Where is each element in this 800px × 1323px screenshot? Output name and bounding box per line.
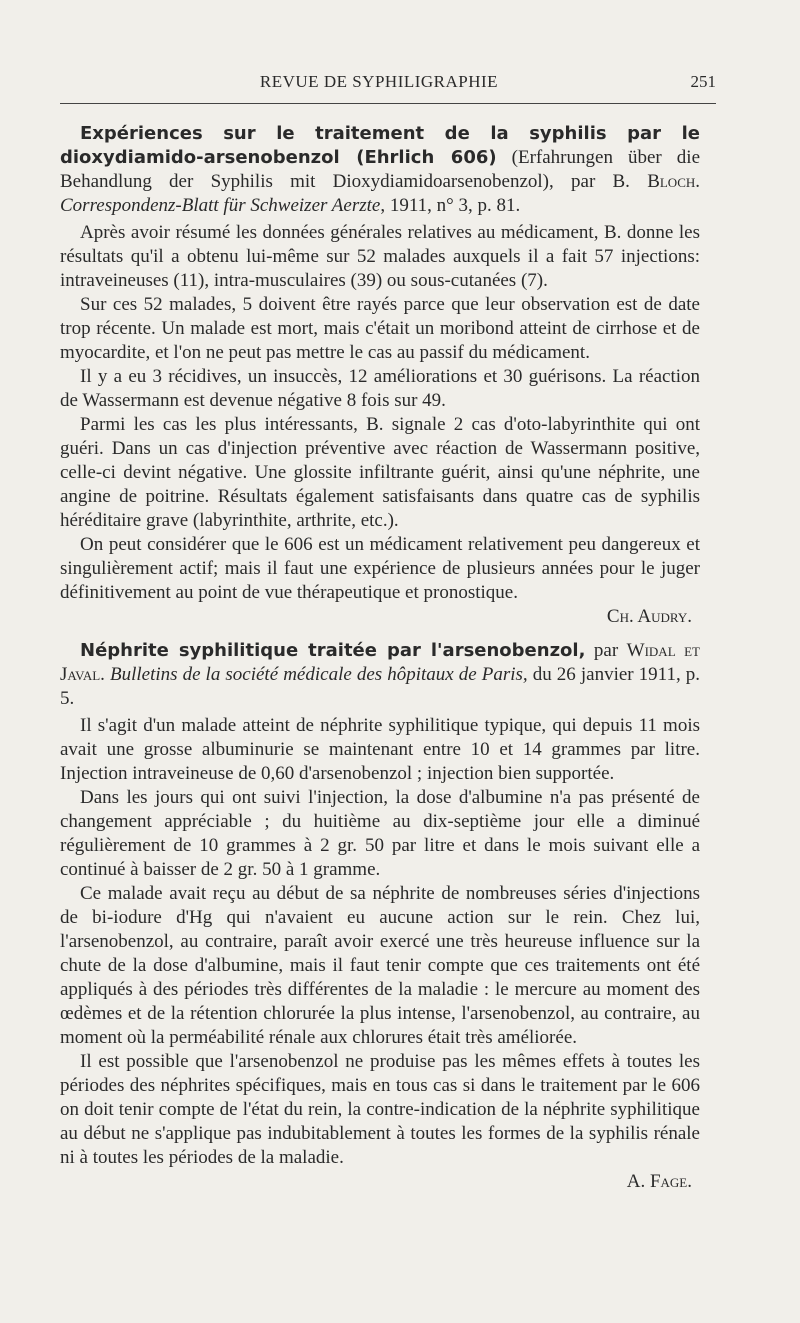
article-2-title-rest: par (585, 640, 627, 661)
article-2-paragraph: Il est possible que l'arsenobenzol ne produise pas les mêmes effets à toutes les périodes des néphrites spécifiques, mais en tous cas si dans le traitement par le 606 on doit tenir compte de l'état du rein, la contre-indication de la néphrite syphilitique au début ne s'applique pas indubitablement à toutes les formes de la syphilis rénale ni à toutes les périodes de la maladie. (60, 1051, 700, 1168)
article-1-signature: Ch. Audry. (606, 606, 692, 627)
article-1-title: Expériences sur le traitement de la syphilis par le dioxydiamido-arsenobenzol (Ehrlich 606) (60, 123, 700, 168)
article-1-paragraph: Il y a eu 3 récidives, un insuccès, 12 améliorations et 30 guérisons. La réaction de Wassermann est devenue négative 8 fois sur 49. (60, 366, 700, 411)
article-2-paragraph: Il s'agit d'un malade atteint de néphrite syphilitique typique, qui depuis 11 mois avait une grosse albuminurie se maintenant entre 10 et 14 grammes par litre. Injection intraveineuse de 0,60 d'arsenobenzol ; injection bien supportée. (60, 715, 700, 784)
article-1-paragraph: Après avoir résumé les données générales relatives au médicament, B. donne les résultats qu'il a obtenu lui-même sur 52 malades auxquels il a fait 57 injections: intraveineuses (11), intra-musculaires (39) ou sous-cutanées (7). (60, 222, 700, 291)
article-1-paragraph: Parmi les cas les plus intéressants, B. signale 2 cas d'oto-labyrinthite qui ont guéri. Dans un cas d'injection préventive avec réaction de Wassermann positive, celle-ci devint négative. Une glossite infiltrante guérit, ainsi qu'une néphrite, une angine de poitrine. Résultats également satisfaisants dans quatre cas de syphilis héréditaire grave (labyrinthite, arthrite, etc.). (60, 414, 700, 531)
page-content (60, 122, 700, 1194)
article-2-paragraph: Ce malade avait reçu au début de sa néphrite de nombreuses séries d'injections de bi-iodure d'Hg qui n'avaient eu aucune action sur le rein. Chez lui, l'arsenobenzol, au contraire, paraît avoir exercé une très heureuse influence sur la chute de la dose d'albumine, mais il faut tenir compte que ces traitements ont été appliqués à des périodes très différentes de la maladie : le mercure au moment des œdèmes et de la rétention chlorurée la plus intense, l'arsenobenzol, au contraire, au moment où la perméabilité rénale aux chlorures était très améliorée. (60, 883, 700, 1048)
article-1-paragraph: On peut considérer que le 606 est un médicament relativement peu dangereux et singulièrement actif; mais il faut une expérience de plusieurs années pour le juger définitivement au point de vue thérapeutique et pronostique. (60, 534, 700, 603)
article-2-heading (60, 639, 700, 711)
article-2-source: Bulletins de la société médicale des hôpitaux de Paris, (109, 664, 528, 685)
page-number: 251 (690, 72, 716, 91)
article-1-title-rest: (Erfahrungen über die Behandlung der Syphilis mit Dioxydiamidoarsenobenzol), par B. (60, 147, 700, 192)
article-1-paragraph: Sur ces 52 malades, 5 doivent être rayés parce que leur observation est de date trop récente. Un malade est mort, mais c'était un moribond atteint de cirrhose et de myocardite, et l'on ne peut pas mettre le cas au passif du médicament. (60, 294, 700, 363)
article-2-signature-line (60, 1170, 700, 1194)
header-rule (60, 103, 716, 104)
article-1-signature-line (60, 605, 700, 629)
article-2-authors: Widal et Javal. (60, 640, 700, 685)
article-1-source: Correspondenz-Blatt für Schweizer Aerzte (60, 195, 381, 216)
page-header (60, 0, 716, 96)
article-1-author: Bloch (647, 171, 696, 192)
running-title: REVUE DE SYPHILIGRAPHIE (259, 72, 499, 91)
article-1-source-rest: , 1911, n° 3, p. 81. (380, 195, 521, 216)
article-2-signature: A. Fage. (626, 1171, 692, 1192)
article-1-heading (60, 122, 700, 218)
article-1-separator: . (695, 171, 700, 192)
article-2-paragraph: Dans les jours qui ont suivi l'injection, la dose d'albumine n'a pas présenté de changement appréciable ; du huitième au dix-septième jour elle a diminué régulièrement de 10 grammes à 2 gr. 50 par litre et dans le mois suivant elle a continué à baisser de 2 gr. 50 à 1 gramme. (60, 787, 700, 880)
article-1 (60, 122, 700, 629)
article-2-source-rest: du 26 janvier 1911, p. 5. (60, 664, 701, 709)
article-2-title: Néphrite syphilitique traitée par l'arsenobenzol, (80, 640, 586, 661)
article-2 (60, 639, 700, 1194)
